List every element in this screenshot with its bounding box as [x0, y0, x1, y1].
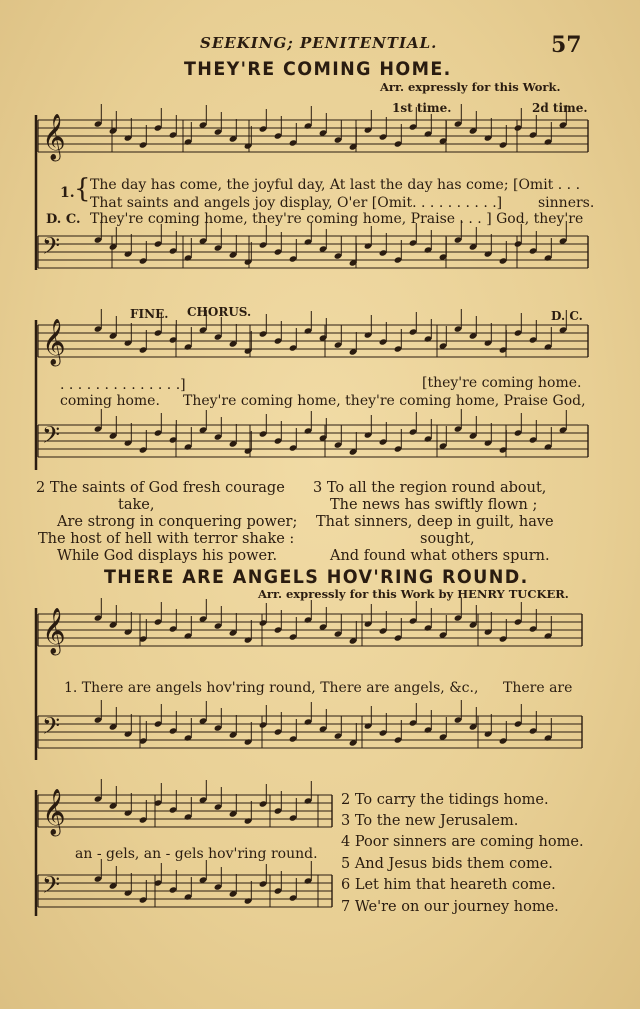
hymn2-title: THERE ARE ANGELS HOV'RING ROUND. [104, 566, 529, 588]
verse2-line5: While God displays his power. [57, 548, 278, 564]
first-time-mark: 1st time. [392, 101, 452, 115]
running-title: SEEKING; PENITENTIAL. [200, 34, 438, 52]
hymn1-lyric-line1: The day has come, the joyful day, At last the day has come; [Omit . . . [90, 177, 581, 193]
hymn2-lyric-line1-end: There are [503, 680, 573, 696]
hymn2-lyric-line2: an - gels, an - gels hov'ring round. [75, 846, 318, 862]
hymn1-lyric-line3: They're coming home, they're coming home, Praise . . . ] God, they're [90, 211, 584, 227]
verse3-line2: The news has swiftly flown ; [330, 497, 538, 513]
hymn2-verse5: 5 And Jesus bids them come. [341, 856, 553, 872]
page-number: 57 [551, 32, 582, 58]
hymn2-lyric-line1: 1. There are angels hov'ring round, There are angels, &c., [64, 680, 479, 696]
treble-clef-icon: 𝄞 [42, 319, 66, 365]
chorus-mark: CHORUS. [187, 305, 252, 319]
hymn1-credit: Arr. expressly for this Work. [380, 80, 561, 94]
hymn1-lyric-line4-dots: . . . . . . . . . . . . . .] [60, 377, 186, 393]
verse3-line5: And found what others spurn. [330, 548, 550, 564]
treble-clef-icon: 𝄞 [42, 114, 66, 160]
bass-clef-icon: 𝄢 [42, 712, 61, 745]
hymn2-verse2: 2 To carry the tidings home. [341, 792, 549, 808]
verse3-line1: 3 To all the region round about, [313, 480, 547, 496]
hymn1-lyric-line2-end: sinners. [538, 195, 595, 211]
bass-clef-icon: 𝄢 [42, 421, 61, 454]
verse3-line3: That sinners, deep in guilt, have [316, 514, 554, 530]
verse3-line4: sought, [420, 531, 475, 547]
verse2-line3: Are strong in conquering power; [57, 514, 298, 530]
hymn2-verse3: 3 To the new Jerusalem. [341, 813, 519, 829]
dc-label: D. C. [46, 212, 81, 227]
hymn2-credit: Arr. expressly for this Work by HENRY TUCKER. [258, 587, 569, 601]
treble-clef-icon: 𝄞 [42, 789, 66, 835]
brace: { [74, 174, 91, 204]
second-time-mark: 2d time. [532, 101, 588, 115]
hymn1-lyric-line5-left: coming home. [60, 393, 160, 409]
hymn1-title: THEY'RE COMING HOME. [184, 58, 452, 80]
hymn1-lyric-line5: They're coming home, they're coming home, Praise God, [183, 393, 586, 409]
verse-number: 1. [60, 185, 75, 201]
hymn1-lyric-line2: That saints and angels joy display, O'er [Omit. . . . . . . . . .] [90, 195, 503, 211]
fine-mark: FINE. [130, 307, 169, 321]
treble-clef-icon: 𝄞 [42, 608, 66, 654]
verse2-line2: take, [118, 497, 155, 513]
verse2-line1: 2 The saints of God fresh courage [36, 480, 285, 496]
hymn2-verse4: 4 Poor sinners are coming home. [341, 834, 584, 850]
hymn1-lyric-line4-right: [they're coming home. [422, 375, 582, 391]
verse2-line4: The host of hell with terror shake : [38, 531, 295, 547]
hymn2-verse7: 7 We're on our journey home. [341, 899, 559, 915]
dc-mark: D. C. [551, 309, 583, 323]
hymn2-verse6: 6 Let him that heareth come. [341, 877, 556, 893]
bass-clef-icon: 𝄢 [42, 232, 61, 265]
bass-clef-icon: 𝄢 [42, 871, 61, 904]
